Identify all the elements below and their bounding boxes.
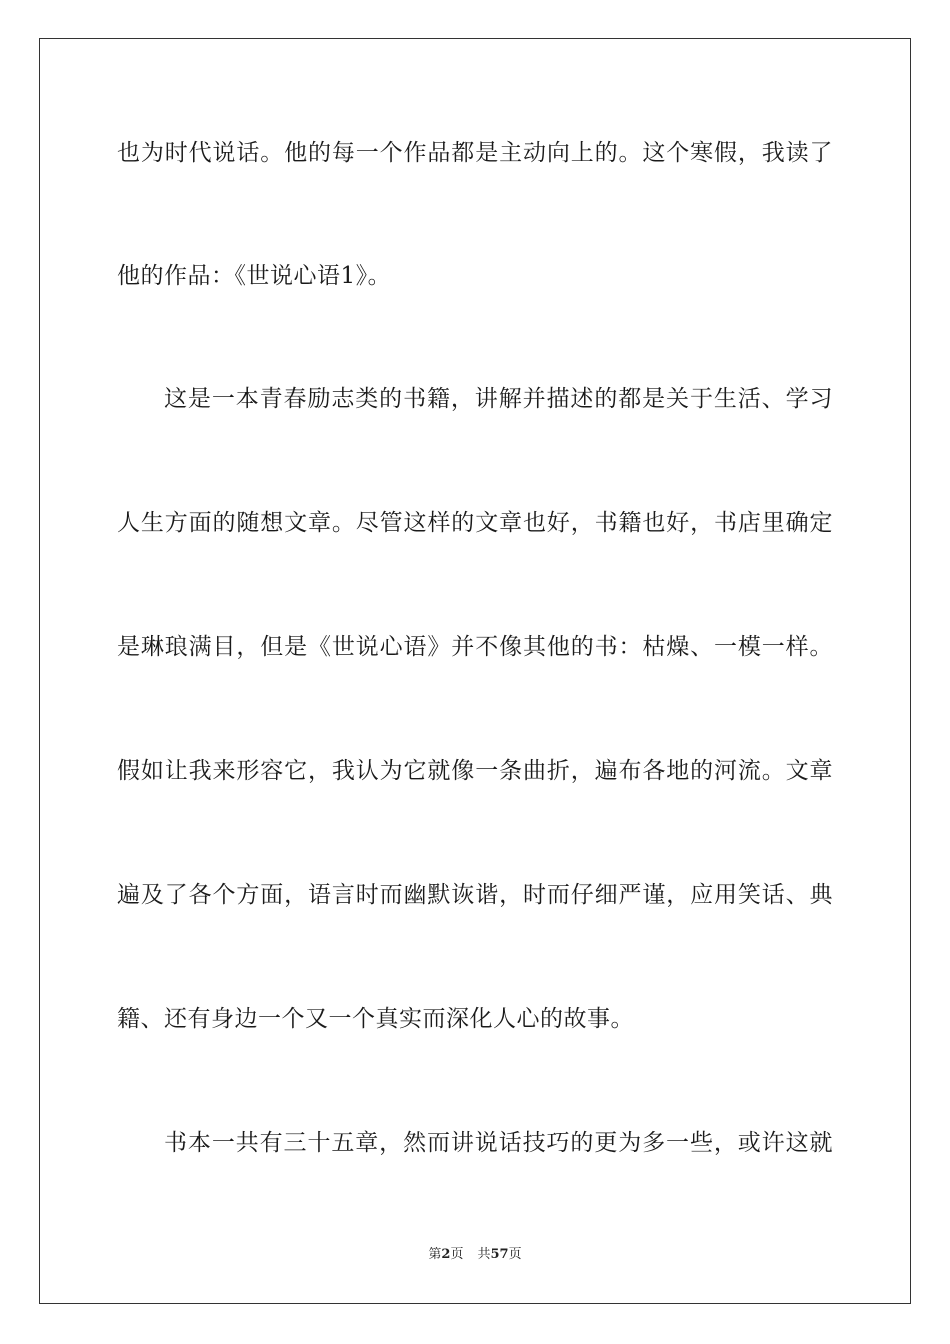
body-line-1: 也为时代说话。他的每一个作品都是主动向上的。这个寒假，我读了: [117, 140, 833, 166]
body-line-9: 书本一共有三十五章，然而讲说话技巧的更为多一些，或许这就: [164, 1130, 833, 1156]
footer-total-suffix: 页: [508, 1247, 522, 1262]
body-line-4: 人生方面的随想文章。尽管这样的文章也好，书籍也好，书店里确定: [117, 510, 833, 536]
body-line-2: 他的作品：《世说心语1》。: [117, 263, 392, 289]
body-line-6: 假如让我来形容它，我认为它就像一条曲折，遍布各地的河流。文章: [117, 758, 833, 784]
body-line-3: 这是一本青春励志类的书籍，讲解并描述的都是关于生活、学习: [164, 386, 833, 412]
footer-total-prefix: 共: [477, 1247, 491, 1262]
footer-page-suffix: 页: [450, 1247, 464, 1262]
body-line-8: 籍、还有身边一个又一个真实而深化人心的故事。: [117, 1006, 634, 1032]
page-footer: [0, 1247, 950, 1263]
footer-total-pages: 57: [490, 1247, 509, 1262]
body-line-5: 是琳琅满目，但是《世说心语》并不像其他的书：枯燥、一模一样。: [117, 634, 833, 660]
body-line-7: 遍及了各个方面，语言时而幽默诙谐，时而仔细严谨，应用笑话、典: [117, 882, 833, 908]
footer-page-prefix: 第: [428, 1247, 442, 1262]
footer-page-number: 2: [441, 1247, 451, 1262]
page-frame: [39, 38, 911, 1304]
